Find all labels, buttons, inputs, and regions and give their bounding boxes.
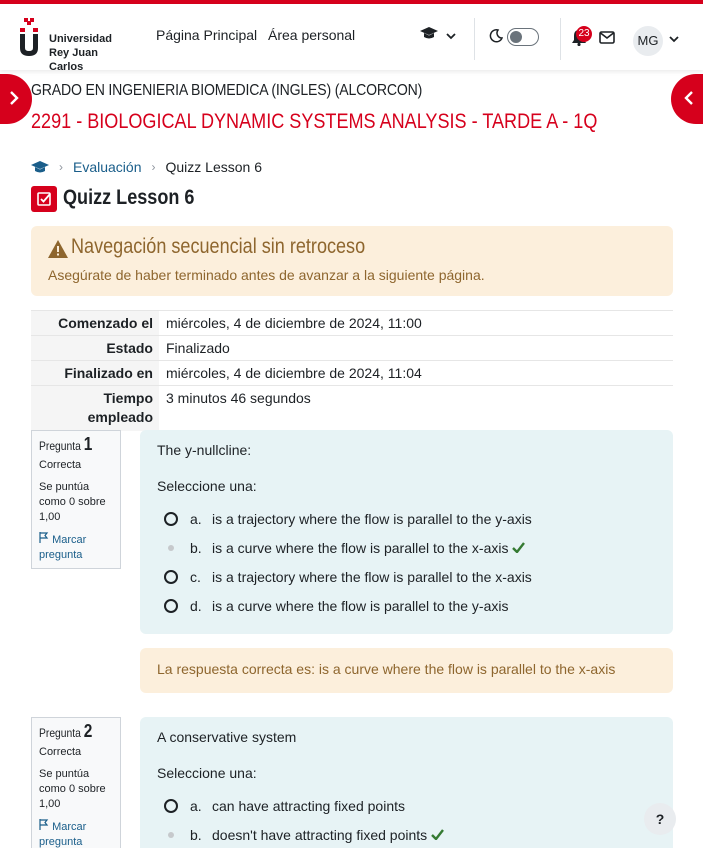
answer-option-selected[interactable]	[157, 533, 656, 562]
logo-line-1: Universidad	[49, 33, 112, 45]
help-button[interactable]: ?	[644, 803, 676, 835]
question-text: The y-nullcline:	[157, 442, 252, 458]
quiz-icon	[31, 186, 57, 212]
answer-radio[interactable]	[164, 599, 178, 613]
open-block-drawer-button[interactable]	[671, 74, 703, 124]
question-grade: Se puntúa como 0 sobre 1,00	[39, 768, 106, 810]
answer-letter: c.	[190, 568, 201, 585]
chevron-right-icon	[9, 91, 19, 105]
summary-label: Tiempo empleado	[31, 386, 159, 432]
question-label: Pregunta	[39, 726, 81, 740]
course-category: GRADO EN INGENIERIA BIOMEDICA (INGLES) (ALCORCON)	[31, 82, 423, 99]
mail-icon[interactable]	[599, 31, 615, 44]
flag-question-button[interactable]	[39, 532, 113, 563]
user-avatar[interactable]: MG	[633, 26, 663, 56]
correct-check-icon	[512, 542, 525, 553]
answer-option[interactable]	[157, 791, 656, 820]
answer-letter: d.	[190, 597, 202, 614]
answer-text: is a curve where the flow is parallel to the x-axis	[212, 539, 509, 556]
question-label: Pregunta	[39, 439, 81, 453]
answer-letter: b.	[190, 539, 202, 556]
question-text: A conservative system	[157, 729, 297, 745]
moon-icon	[489, 29, 503, 43]
summary-label: Estado	[31, 336, 159, 361]
correct-check-icon	[431, 829, 444, 840]
question-number-value: 2	[83, 721, 93, 741]
sequential-navigation-alert	[31, 226, 673, 296]
navbar-divider	[474, 18, 475, 60]
flag-question-button[interactable]	[39, 819, 113, 848]
question-content-2	[140, 717, 673, 848]
flag-icon	[39, 532, 49, 543]
answer-prompt: Seleccione una:	[157, 765, 257, 781]
question-grade: Se puntúa como 0 sobre 1,00	[39, 481, 106, 523]
course-name[interactable]: 2291 - BIOLOGICAL DYNAMIC SYSTEMS ANALYSIS - TARDE A - 1Q	[31, 110, 598, 133]
breadcrumb-current: Quizz Lesson 6	[165, 159, 262, 175]
answer-radio-selected[interactable]	[164, 541, 178, 555]
answer-letter: a.	[190, 797, 202, 814]
summary-value: miércoles, 4 de diciembre de 2024, 11:00	[159, 311, 673, 336]
notification-badge: 23	[576, 26, 592, 42]
toggle-knob	[510, 31, 522, 43]
answer-radio[interactable]	[164, 570, 178, 584]
answer-text: doesn't have attracting fixed points	[212, 826, 428, 843]
dark-mode-toggle[interactable]	[507, 28, 539, 46]
navbar-divider	[560, 18, 561, 60]
urjc-logo-icon	[18, 18, 40, 56]
question-info-1	[31, 430, 121, 569]
summary-row	[31, 336, 673, 361]
navbar	[0, 4, 703, 73]
logo-line-2: Rey Juan Carlos	[49, 47, 98, 73]
flag-question-label: Marcar pregunta	[39, 534, 87, 561]
answer-text: is a trajectory where the flow is parallel to the y-axis	[212, 510, 532, 527]
breadcrumb-separator: ›	[151, 160, 156, 174]
summary-value: 3 minutos 46 segundos	[159, 386, 673, 432]
question-content-1	[140, 430, 673, 634]
question-info-2	[31, 717, 121, 848]
answer-letter: b.	[190, 826, 202, 843]
breadcrumb-separator: ›	[59, 160, 63, 174]
answer-option[interactable]	[157, 591, 656, 620]
chevron-left-icon	[684, 91, 694, 105]
summary-value: miércoles, 4 de diciembre de 2024, 11:04	[159, 361, 673, 386]
answer-radio[interactable]	[164, 799, 178, 813]
question-state: Correcta	[39, 746, 82, 758]
flag-icon	[39, 819, 49, 830]
answer-radio[interactable]	[164, 512, 178, 526]
question-number	[39, 434, 93, 454]
graduation-cap-icon[interactable]	[31, 160, 49, 174]
answer-list	[157, 504, 656, 620]
answer-radio-selected[interactable]	[164, 828, 178, 842]
answer-list	[157, 791, 656, 848]
summary-label: Comenzado el	[31, 311, 159, 336]
answer-prompt: Seleccione una:	[157, 478, 257, 494]
answer-text: is a curve where the flow is parallel to the y-axis	[212, 597, 509, 614]
user-menu-chevron-icon[interactable]	[669, 35, 679, 43]
summary-label: Finalizado en	[31, 361, 159, 386]
answer-option[interactable]	[157, 504, 656, 533]
chevron-down-icon	[446, 32, 456, 40]
open-course-index-button[interactable]	[0, 74, 32, 124]
flag-question-label: Marcar pregunta	[39, 821, 87, 848]
answer-option[interactable]	[157, 562, 656, 591]
correct-answer-feedback: La respuesta correcta es: is a curve where the flow is parallel to the x-axis	[140, 648, 673, 693]
nav-personal-link[interactable]: Área personal	[268, 27, 356, 43]
nav-home-link[interactable]: Página Principal	[156, 27, 258, 43]
course-menu-dropdown[interactable]	[420, 26, 456, 43]
warning-icon	[48, 240, 68, 258]
answer-letter: a.	[190, 510, 202, 527]
summary-row	[31, 311, 673, 336]
page-title: Quizz Lesson 6	[63, 186, 195, 209]
question-state: Correcta	[39, 459, 82, 471]
answer-text: is a trajectory where the flow is parallel to the x-axis	[212, 568, 532, 585]
graduation-cap-icon	[420, 26, 438, 40]
attempt-summary-table	[31, 310, 673, 431]
breadcrumb-evaluacion[interactable]: Evaluación	[73, 159, 142, 175]
university-logo[interactable]	[18, 18, 128, 73]
summary-value: Finalizado	[159, 336, 673, 361]
question-number	[39, 721, 93, 741]
summary-row	[31, 386, 673, 432]
alert-text: Asegúrate de haber terminado antes de avanzar a la siguiente página.	[48, 267, 485, 283]
breadcrumb	[31, 157, 262, 177]
answer-text: can have attracting fixed points	[212, 797, 406, 814]
logo-text	[49, 32, 128, 74]
answer-option-selected[interactable]	[157, 820, 656, 848]
question-number-value: 1	[83, 434, 93, 454]
summary-row	[31, 361, 673, 386]
alert-title: Navegación secuencial sin retroceso	[71, 235, 366, 258]
